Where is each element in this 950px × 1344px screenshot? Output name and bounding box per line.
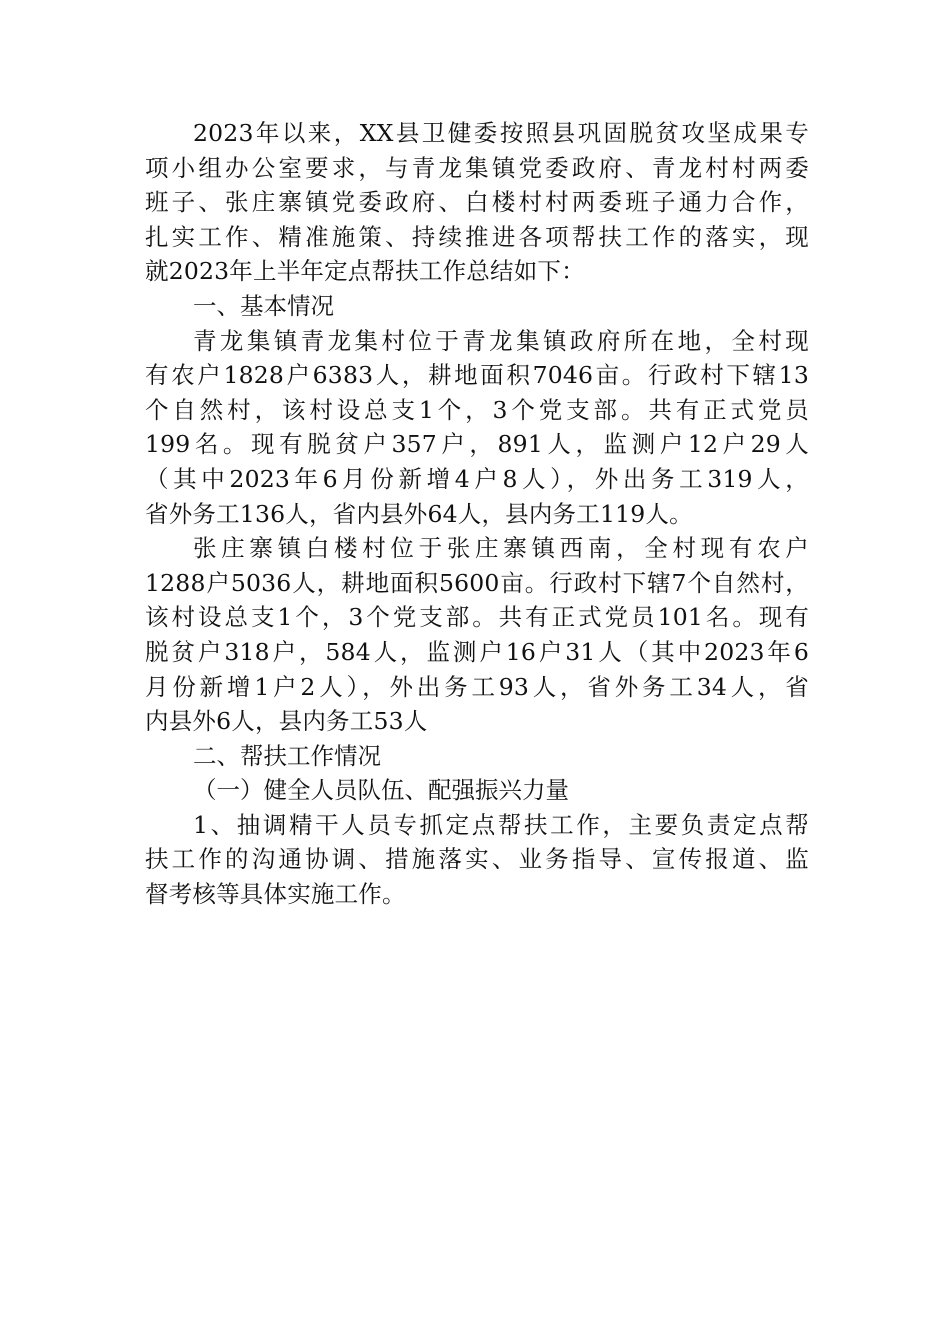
text-line: 扶工作的沟通协调、措施落实、业务指导、宣传报道、监 [145,845,809,874]
text-line: 班子、张庄寨镇党委政府、白楼村村两委班子通力合作， [145,188,809,217]
text-line: 个自然村，该村设总支1个，3个党支部。共有正式党员 [145,395,809,424]
text-line: 月份新增1户2人），外出务工93人，省外务工34人，省 [145,672,809,701]
intro-paragraph [145,116,809,289]
text-line: 该村设总支1个，3个党支部。共有正式党员101名。现有 [145,603,809,632]
text-line: 199名。现有脱贫户357户，891人，监测户12户29人 [145,430,809,459]
document-page [145,116,809,912]
text-line: 扎实工作、精准施策、持续推进各项帮扶工作的落实，现 [145,222,809,251]
text-line: 有农户1828户6383人，耕地面积7046亩。行政村下辖13 [145,361,809,390]
section-heading-basic-info: 一、基本情况 [193,291,334,320]
text-line: 内县外6人，县内务工53人 [145,707,428,736]
text-line: 2023年以来，XX县卫健委按照县巩固脱贫攻坚成果专 [193,119,809,147]
paragraph-qinglongji [145,324,809,532]
text-line: 省外务工136人，省内县外64人，县内务工119人。 [145,499,693,528]
paragraph-bailou [145,531,809,739]
text-line: 1、抽调精干人员专抓定点帮扶工作，主要负责定点帮 [193,810,809,839]
text-line: 张庄寨镇白楼村位于张庄寨镇西南，全村现有农户 [193,534,809,563]
text-line: 青龙集镇青龙集村位于青龙集镇政府所在地，全村现 [193,326,809,355]
subsection-heading-staffing: （一）健全人员队伍、配强振兴力量 [193,776,569,805]
text-line: 1288户5036人，耕地面积5600亩。行政村下辖7个自然村， [145,568,809,597]
text-line: 项小组办公室要求，与青龙集镇党委政府、青龙村村两委 [145,153,809,182]
section-heading-assistance-work: 二、帮扶工作情况 [193,741,381,770]
text-line: 脱贫户318户，584人，监测户16户31人（其中2023年6 [145,637,809,666]
text-line: 就2023年上半年定点帮扶工作总结如下： [145,257,585,286]
text-line: （其中2023年6月份新增4户8人），外出务工319人， [145,464,809,493]
paragraph-staffing [145,808,809,912]
text-line: 督考核等具体实施工作。 [145,880,406,909]
